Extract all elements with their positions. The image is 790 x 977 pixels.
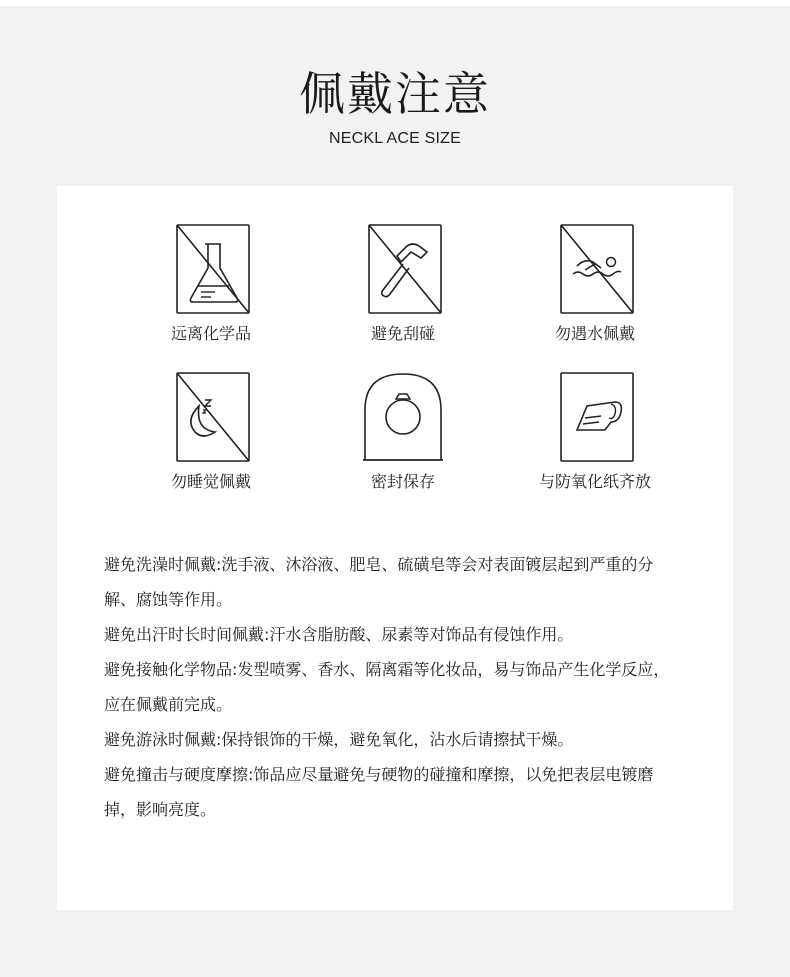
paper-roll-icon: [555, 370, 635, 466]
swimming-prohibited-icon: [555, 222, 635, 318]
icon-item-water: [499, 222, 691, 370]
hammer-prohibited-icon: [363, 222, 443, 318]
icon-label: 避免刮碰: [370, 324, 435, 343]
icon-label: 勿睡觉佩戴: [170, 472, 251, 491]
page-subtitle: NECKL ACE SIZE: [328, 130, 462, 147]
icon-label: 与防氧化纸齐放: [538, 472, 651, 491]
icon-label: 勿遇水佩戴: [554, 324, 635, 343]
note-item: 避免撞击与硬度摩擦:饰品应尽量避免与硬物的碰撞和摩擦，以免把表层电镀磨掉，影响亮度。: [104, 765, 654, 819]
icon-item-sleep: [115, 370, 307, 518]
page-title: 佩戴注意: [299, 67, 491, 121]
sleep-moon-prohibited-icon: [171, 370, 251, 466]
note-item: 避免接触化学物品:发型喷雾、香水、隔离霜等化妆品，易与饰品产生化学反应，应在佩戴前完成。: [104, 660, 670, 714]
ring-box-icon: [363, 370, 443, 466]
icon-item-chemicals: [115, 222, 307, 370]
icon-item-scratch: [307, 222, 499, 370]
care-card: [57, 186, 733, 910]
note-item: 避免出汗时长时间佩戴:汗水含脂肪酸、尿素等对饰品有侵蚀作用。: [104, 625, 574, 644]
icon-label: 远离化学品: [170, 324, 251, 343]
flask-prohibited-icon: [171, 222, 251, 318]
icon-item-paper: [499, 370, 691, 518]
note-item: 避免洗澡时佩戴:洗手液、沐浴液、肥皂、硫磺皂等会对表面镀层起到严重的分解、腐蚀等作用。: [104, 555, 654, 609]
care-notes: [104, 547, 684, 827]
icon-item-seal: [307, 370, 499, 518]
icon-label: 密封保存: [370, 472, 435, 491]
note-item: 避免游泳时佩戴:保持银饰的干燥，避免氧化，沾水后请擦拭干燥。: [104, 730, 574, 749]
icon-grid: [115, 222, 691, 518]
